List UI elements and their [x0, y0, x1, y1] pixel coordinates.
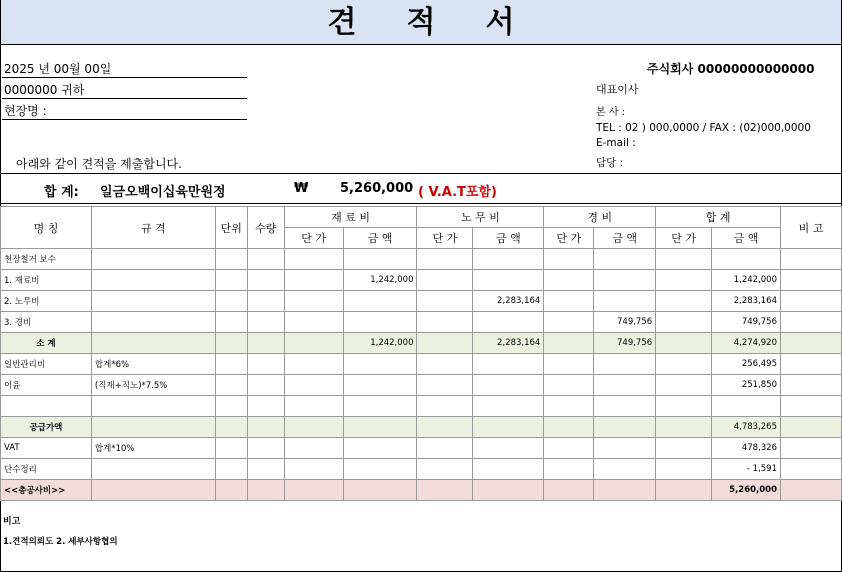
row-sum-unit-price — [656, 375, 712, 396]
row-sum-unit-price — [656, 396, 712, 417]
row-labor-amount — [473, 354, 544, 375]
table-body — [1, 249, 842, 501]
row-material-unit-price — [284, 417, 343, 438]
row-material-unit-price — [284, 249, 343, 270]
row-material-unit-price — [284, 459, 343, 480]
total-amount: 5,260,000 — [340, 181, 414, 196]
table-row — [1, 417, 842, 438]
table-row — [1, 291, 842, 312]
row-expense-unit-price — [544, 396, 594, 417]
row-sum-unit-price — [656, 459, 712, 480]
row-qty — [247, 249, 284, 270]
row-expense-unit-price — [544, 438, 594, 459]
row-unit — [215, 333, 247, 354]
row-expense-unit-price — [544, 375, 594, 396]
header-unit: 단위 — [215, 207, 247, 249]
row-name: 1. 재료비 — [1, 270, 92, 291]
row-material-amount — [343, 438, 417, 459]
row-material-amount — [343, 291, 417, 312]
site-name: 현장명 : — [4, 104, 47, 118]
header-sum: 합 계 — [656, 207, 781, 228]
row-remark — [781, 270, 842, 291]
row-material-amount — [343, 375, 417, 396]
header-amount: 금 액 — [594, 228, 656, 249]
row-sum-unit-price — [656, 354, 712, 375]
row-remark — [781, 375, 842, 396]
row-labor-amount: 2,283,164 — [473, 333, 544, 354]
row-sum-amount: 256,495 — [712, 354, 781, 375]
row-material-unit-price — [284, 480, 343, 501]
row-qty — [247, 354, 284, 375]
remarks-label: 비고 — [3, 517, 21, 527]
row-expense-unit-price — [544, 333, 594, 354]
row-sum-unit-price — [656, 291, 712, 312]
row-sum-amount: 2,283,164 — [712, 291, 781, 312]
company-name: 주식회사 00000000000000 — [647, 62, 815, 76]
row-expense-unit-price — [544, 312, 594, 333]
row-spec — [91, 480, 215, 501]
row-expense-unit-price — [544, 291, 594, 312]
remarks-text: 1.견적의뢰도 2. 세부사항협의 — [3, 537, 118, 547]
header-unit-price: 단 가 — [544, 228, 594, 249]
row-labor-amount — [473, 312, 544, 333]
row-material-amount — [343, 354, 417, 375]
row-labor-unit-price — [417, 270, 473, 291]
company-address: 본 사 : — [596, 107, 626, 118]
table-row — [1, 270, 842, 291]
row-remark — [781, 459, 842, 480]
table-row — [1, 333, 842, 354]
row-sum-unit-price — [656, 480, 712, 501]
row-name: 천장철거 보수 — [1, 249, 92, 270]
table-row — [1, 459, 842, 480]
row-expense-amount — [594, 249, 656, 270]
row-material-amount — [343, 459, 417, 480]
row-expense-amount: 749,756 — [594, 312, 656, 333]
table-row — [1, 375, 842, 396]
row-sum-amount: 251,850 — [712, 375, 781, 396]
company-email: E-mail : — [596, 137, 636, 149]
row-remark — [781, 480, 842, 501]
row-sum-unit-price — [656, 333, 712, 354]
row-sum-unit-price — [656, 417, 712, 438]
header-qty: 수량 — [247, 207, 284, 249]
row-unit — [215, 291, 247, 312]
row-labor-amount: 2,283,164 — [473, 291, 544, 312]
row-expense-unit-price — [544, 459, 594, 480]
row-remark — [781, 438, 842, 459]
row-unit — [215, 438, 247, 459]
row-qty — [247, 333, 284, 354]
header-amount: 금 액 — [473, 228, 544, 249]
total-korean-amount: 일금오백이십육만원정 — [100, 185, 226, 200]
row-material-unit-price — [284, 291, 343, 312]
row-unit — [215, 396, 247, 417]
row-labor-unit-price — [417, 480, 473, 501]
total-label: 합 계: — [44, 185, 79, 200]
row-labor-unit-price — [417, 417, 473, 438]
row-sum-amount: 4,783,265 — [712, 417, 781, 438]
row-name: 일반관리비 — [1, 354, 92, 375]
header-amount: 금 액 — [343, 228, 417, 249]
company-tel-fax: TEL : 02 ) 000,0000 / FAX : (02)000,0000 — [596, 122, 811, 134]
site-underline — [2, 119, 247, 120]
row-sum-amount — [712, 249, 781, 270]
row-remark — [781, 291, 842, 312]
row-remark — [781, 417, 842, 438]
row-sum-unit-price — [656, 270, 712, 291]
row-sum-amount: - 1,591 — [712, 459, 781, 480]
recipient: 0000000 귀하 — [4, 83, 85, 97]
row-material-amount — [343, 396, 417, 417]
header-spec: 규 격 — [91, 207, 215, 249]
row-spec: 합계*6% — [91, 354, 215, 375]
total-currency: ₩ — [294, 181, 309, 196]
row-sum-amount: 5,260,000 — [712, 480, 781, 501]
row-remark — [781, 354, 842, 375]
header-expense: 경 비 — [544, 207, 656, 228]
table-row — [1, 438, 842, 459]
header-unit-price: 단 가 — [656, 228, 712, 249]
row-material-unit-price — [284, 333, 343, 354]
row-name: 소 계 — [1, 333, 92, 354]
header-name: 명 칭 — [1, 207, 92, 249]
row-name: <<총공사비>> — [1, 480, 92, 501]
row-material-amount — [343, 312, 417, 333]
recipient-underline — [2, 98, 247, 99]
row-labor-unit-price — [417, 438, 473, 459]
row-expense-unit-price — [544, 480, 594, 501]
statement: 아래와 같이 견적을 제출합니다. — [16, 157, 182, 171]
row-sum-unit-price — [656, 249, 712, 270]
header-unit-price: 단 가 — [417, 228, 473, 249]
row-spec — [91, 249, 215, 270]
row-expense-amount — [594, 270, 656, 291]
table-row — [1, 354, 842, 375]
row-material-unit-price — [284, 438, 343, 459]
row-spec — [91, 396, 215, 417]
row-spec — [91, 312, 215, 333]
row-unit — [215, 312, 247, 333]
row-qty — [247, 480, 284, 501]
row-qty — [247, 312, 284, 333]
row-expense-amount — [594, 459, 656, 480]
row-expense-amount — [594, 291, 656, 312]
total-bottom-line — [0, 203, 842, 204]
row-sum-amount — [712, 396, 781, 417]
row-labor-amount — [473, 417, 544, 438]
row-sum-amount: 4,274,920 — [712, 333, 781, 354]
row-qty — [247, 396, 284, 417]
company-contact: 담당 : — [596, 157, 624, 169]
table-row — [1, 396, 842, 417]
row-spec — [91, 333, 215, 354]
row-qty — [247, 270, 284, 291]
row-unit — [215, 270, 247, 291]
row-name: 이윤 — [1, 375, 92, 396]
row-name: 3. 경비 — [1, 312, 92, 333]
vat-note: ( V.A.T포함) — [418, 185, 497, 200]
row-spec: (직재+직노)*7.5% — [91, 375, 215, 396]
row-sum-amount: 478,326 — [712, 438, 781, 459]
row-labor-amount — [473, 480, 544, 501]
row-labor-unit-price — [417, 375, 473, 396]
row-labor-unit-price — [417, 459, 473, 480]
row-remark — [781, 312, 842, 333]
row-labor-unit-price — [417, 312, 473, 333]
row-expense-unit-price — [544, 354, 594, 375]
row-unit — [215, 417, 247, 438]
row-expense-unit-price — [544, 249, 594, 270]
row-labor-unit-price — [417, 249, 473, 270]
row-material-unit-price — [284, 312, 343, 333]
row-labor-unit-price — [417, 396, 473, 417]
row-spec — [91, 459, 215, 480]
row-labor-amount — [473, 375, 544, 396]
row-name: 2. 노무비 — [1, 291, 92, 312]
row-spec — [91, 417, 215, 438]
row-unit — [215, 249, 247, 270]
row-remark — [781, 333, 842, 354]
row-labor-unit-price — [417, 291, 473, 312]
row-expense-amount — [594, 480, 656, 501]
header-remark: 비 고 — [781, 207, 842, 249]
row-qty — [247, 291, 284, 312]
row-name: 공급가액 — [1, 417, 92, 438]
row-remark — [781, 396, 842, 417]
row-expense-amount — [594, 375, 656, 396]
document-title: 견적서 — [327, 5, 565, 40]
title-divider — [0, 44, 842, 45]
row-spec — [91, 291, 215, 312]
table-row — [1, 312, 842, 333]
row-material-unit-price — [284, 270, 343, 291]
quote-date: 2025 년 00월 00일 — [4, 62, 112, 76]
row-sum-unit-price — [656, 312, 712, 333]
row-labor-amount — [473, 249, 544, 270]
row-expense-amount: 749,756 — [594, 333, 656, 354]
row-material-amount: 1,242,000 — [343, 333, 417, 354]
row-expense-amount — [594, 438, 656, 459]
row-spec — [91, 270, 215, 291]
total-top-line — [0, 173, 842, 174]
row-sum-unit-price — [656, 438, 712, 459]
date-underline — [2, 77, 247, 78]
row-spec: 합계*10% — [91, 438, 215, 459]
row-labor-amount — [473, 396, 544, 417]
row-material-amount: 1,242,000 — [343, 270, 417, 291]
row-unit — [215, 354, 247, 375]
row-expense-unit-price — [544, 417, 594, 438]
row-unit — [215, 459, 247, 480]
row-name: VAT — [1, 438, 92, 459]
row-sum-amount: 1,242,000 — [712, 270, 781, 291]
row-material-unit-price — [284, 354, 343, 375]
row-qty — [247, 417, 284, 438]
header-labor: 노 무 비 — [417, 207, 544, 228]
table-row — [1, 480, 842, 501]
row-material-amount — [343, 249, 417, 270]
row-remark — [781, 249, 842, 270]
row-labor-amount — [473, 459, 544, 480]
header-material: 재 료 비 — [284, 207, 417, 228]
row-material-amount — [343, 480, 417, 501]
row-sum-amount: 749,756 — [712, 312, 781, 333]
row-expense-amount — [594, 396, 656, 417]
row-labor-unit-price — [417, 333, 473, 354]
row-qty — [247, 459, 284, 480]
row-material-unit-price — [284, 375, 343, 396]
row-unit — [215, 480, 247, 501]
row-name: 단수정리 — [1, 459, 92, 480]
row-expense-amount — [594, 354, 656, 375]
table-row — [1, 249, 842, 270]
row-material-amount — [343, 417, 417, 438]
row-labor-amount — [473, 438, 544, 459]
row-name — [1, 396, 92, 417]
row-labor-amount — [473, 270, 544, 291]
row-unit — [215, 375, 247, 396]
row-qty — [247, 438, 284, 459]
company-ceo: 대표이사 — [596, 83, 639, 96]
row-expense-amount — [594, 417, 656, 438]
header-amount: 금 액 — [712, 228, 781, 249]
row-qty — [247, 375, 284, 396]
row-expense-unit-price — [544, 270, 594, 291]
header-unit-price: 단 가 — [284, 228, 343, 249]
row-labor-unit-price — [417, 354, 473, 375]
row-material-unit-price — [284, 396, 343, 417]
estimate-table — [0, 206, 842, 501]
